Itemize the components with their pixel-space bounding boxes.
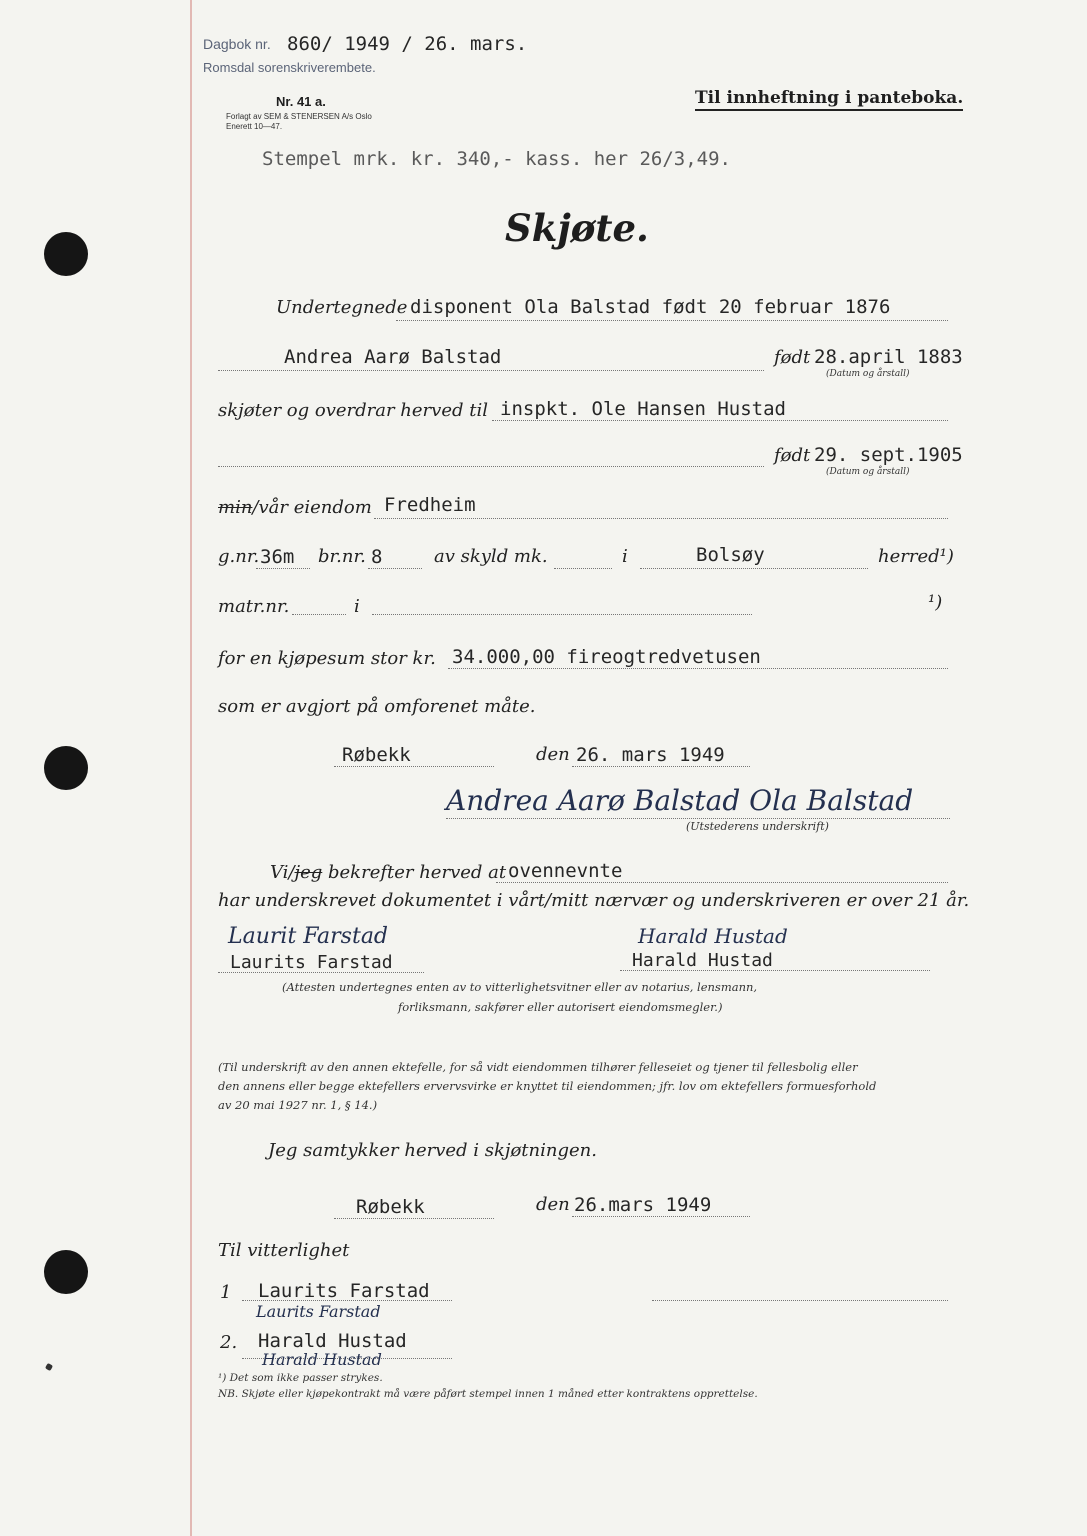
fill-line xyxy=(242,1300,452,1301)
office-stamp: Romsdal sorenskriverembete. xyxy=(203,60,376,75)
witness-statement-line2: har underskrevet dokumentet i vårt/mitt nærvær og underskriveren er over 21 år. xyxy=(218,890,970,911)
grantee-name: inspkt. Ole Hansen Hustad xyxy=(500,398,786,420)
fill-line xyxy=(572,1216,750,1217)
herred-label: herred¹) xyxy=(878,546,954,567)
punch-hole xyxy=(44,232,88,276)
attestation-witness1-signature: Laurits Farstad xyxy=(256,1302,381,1321)
fill-line xyxy=(652,1300,948,1301)
ink-mark xyxy=(45,1363,53,1371)
fill-line xyxy=(218,972,424,973)
vi-prefix: Vi/ xyxy=(270,862,295,883)
matr-label: matr.nr. xyxy=(218,596,290,617)
attestation-witness2-signature: Harald Hustad xyxy=(262,1350,382,1369)
grantor-born-label: født xyxy=(774,347,811,368)
date-hint: (Datum og årstall) xyxy=(826,467,910,477)
fill-line xyxy=(446,818,950,819)
grantor-name1: disponent Ola Balstad født 20 februar 1876 xyxy=(410,296,891,318)
settled-text: som er avgjort på omforenet måte. xyxy=(218,696,536,717)
struck-word: min xyxy=(218,497,253,518)
spouse-note-line: av 20 mai 1927 nr. 1, § 14.) xyxy=(218,1098,378,1112)
grantee-label: skjøter og overdrar herved til xyxy=(218,400,488,421)
fill-line xyxy=(640,568,868,569)
fill-line xyxy=(448,668,948,669)
spouse-note-line: (Til underskrift av den annen ektefelle, for så vidt eiendommen tilhører felleseiet og tjener til fellesbolig eller xyxy=(218,1060,858,1074)
attestation-number: 1 xyxy=(220,1282,232,1303)
fill-line xyxy=(334,1218,494,1219)
price-value: 34.000,00 fireogtredvetusen xyxy=(452,646,761,668)
den-label: den xyxy=(536,1194,570,1215)
matr-note: ¹) xyxy=(928,592,943,613)
signing2-date: 26.mars 1949 xyxy=(574,1194,712,1216)
grantor-name2: Andrea Aarø Balstad xyxy=(284,346,502,368)
witness2-typed: Harald Hustad xyxy=(632,950,773,971)
fill-line xyxy=(292,614,346,615)
i-label: i xyxy=(622,546,628,567)
fill-line xyxy=(620,970,930,971)
fill-line xyxy=(572,766,750,767)
fill-line xyxy=(334,766,494,767)
punch-hole xyxy=(44,1250,88,1294)
grantor-label: Undertegnede xyxy=(276,297,408,318)
witness-subject: ovennevnte xyxy=(508,860,623,882)
price-label: for en kjøpesum stor kr. xyxy=(218,648,436,669)
date-hint: (Datum og årstall) xyxy=(826,369,910,379)
property-label: /vår eiendom xyxy=(252,497,372,518)
fill-line xyxy=(374,518,948,519)
grantee-born-value: 29. sept.1905 xyxy=(814,444,963,466)
attestation-witness2-typed: Harald Hustad xyxy=(258,1330,407,1352)
attestation-witness1-typed: Laurits Farstad xyxy=(258,1280,430,1302)
spouse-note-line: den annens eller begge ektefellers ervervsvirke er knyttet til eiendommen; jfr. lov om ektefellers formuesforhold xyxy=(218,1079,877,1093)
fill-line xyxy=(256,568,310,569)
matr-i: i xyxy=(354,596,360,617)
den-label: den xyxy=(536,744,570,765)
attest-note-line: (Attesten undertegnes enten av to vitterlighetsvitner eller av notarius, lensmann, xyxy=(282,980,758,994)
gnr-value: 36m xyxy=(260,546,295,568)
fill-line xyxy=(496,882,948,883)
witness1-signature: Laurit Farstad xyxy=(228,924,389,949)
footnote: ¹) Det som ikke passer strykes. xyxy=(218,1372,383,1384)
fill-line xyxy=(554,568,612,569)
municipality: Bolsøy xyxy=(696,544,765,566)
document-title: Skjøte. xyxy=(505,206,649,250)
struck-word: jeg xyxy=(294,862,323,883)
attest-note-line: forliksmann, sakfører eller autorisert eiendomsmegler.) xyxy=(398,1000,723,1014)
consent-text: Jeg samtykker herved i skjøtningen. xyxy=(268,1140,597,1161)
publisher-line: Enerett 10—47. xyxy=(226,122,283,131)
brnr-label: br.nr. xyxy=(318,546,366,567)
signing-place: Røbekk xyxy=(342,744,411,766)
fill-line xyxy=(218,466,764,467)
property-name: Fredheim xyxy=(384,494,476,516)
attestation-label: Til vitterlighet xyxy=(218,1240,350,1261)
witness2-signature: Harald Hustad xyxy=(638,924,788,948)
grantee-born-label: født xyxy=(774,445,811,466)
nb-note: NB. Skjøte eller kjøpekontrakt må være påført stempel innen 1 måned etter kontraktens opprettelse. xyxy=(218,1388,758,1400)
witness-statement-text: bekrefter herved at xyxy=(322,862,507,883)
skyld-label: av skyld mk. xyxy=(434,546,548,567)
signing-date: 26. mars 1949 xyxy=(576,744,725,766)
form-number: Nr. 41 a. xyxy=(276,94,326,109)
publisher-line: Forlagt av SEM & STENERSEN A/s Oslo xyxy=(226,112,372,121)
fill-line xyxy=(492,420,948,421)
attestation-number: 2. xyxy=(220,1332,238,1353)
stamp-duty-line: Stempel mrk. kr. 340,- kass. her 26/3,49. xyxy=(262,148,731,170)
dagbok-value: 860/ 1949 / 26. mars. xyxy=(287,33,528,55)
issuer-signature: Andrea Aarø Balstad Ola Balstad xyxy=(446,784,914,817)
signing2-place: Røbekk xyxy=(356,1196,425,1218)
witness1-typed: Laurits Farstad xyxy=(230,952,393,973)
gnr-label: g.nr. xyxy=(218,546,260,567)
punch-hole xyxy=(44,746,88,790)
brnr-value: 8 xyxy=(371,546,383,568)
dagbok-label: Dagbok nr. xyxy=(203,36,271,52)
fill-line xyxy=(218,370,764,371)
filing-note: Til innheftning i panteboka. xyxy=(695,88,963,111)
grantor-born-value: 28.april 1883 xyxy=(814,346,963,368)
fill-line xyxy=(372,614,752,615)
fill-line xyxy=(396,320,948,321)
fill-line xyxy=(368,568,422,569)
margin-line xyxy=(190,0,192,1536)
signature-caption: (Utstederens underskrift) xyxy=(686,820,829,833)
